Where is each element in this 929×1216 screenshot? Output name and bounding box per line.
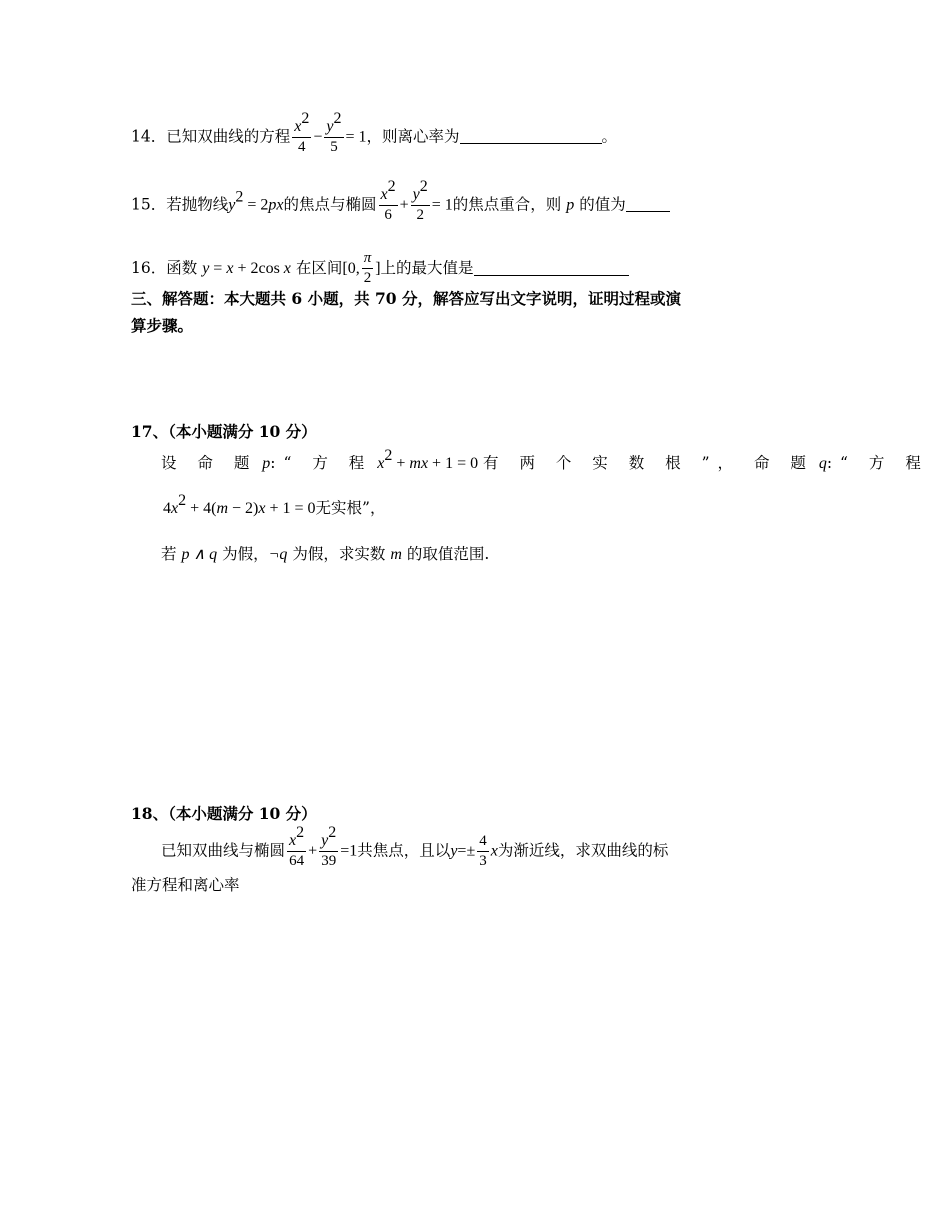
question-17-heading: 17、（本小题满分 10 分）	[131, 422, 317, 441]
question-16: 16．函数 y = x + 2cos x 在区间[0, $\frac{\pi}{2}$ ]上的最大值是	[131, 250, 629, 288]
question-17-line-1: 设 命 题 p:“ 方 程 $x^2$ + mx + 1 = 0 有 两 个 实 数 根 ”， 命 题 q:“ 方 程	[161, 447, 929, 472]
question-number: 14．	[131, 127, 167, 146]
question-18-line-2: 准方程和离心率	[131, 876, 240, 894]
fraction: $\frac{4}{3}$	[479, 832, 487, 869]
question-18-line-1: 已知双曲线与椭圆 $\frac{x^2}{64}$ + $\frac{y^2}{39}$ =1共焦点，且以y=± $\frac{4}{3}$ x为渐近线，求双曲线的标	[161, 824, 669, 870]
question-number: 15．	[131, 195, 167, 214]
fraction: $\frac{x^2}{4}$	[294, 110, 310, 156]
section-heading: 三、解答题：本大题共 6 小题，共 70 分，解答应写出文字说明，证明过程或演 算步骤。	[131, 289, 681, 336]
fraction: $\frac{y^2}{5}$	[326, 110, 342, 156]
question-14: 14．已知双曲线的方程 $\frac{x^2}{4}$ − $\frac{y^2}{5}$ = 1，则离心率为 。	[131, 110, 618, 156]
question-15: 15．若抛物线$y^2 = 2px$的焦点与椭圆 $\frac{x^2}{6}$ + $\frac{y^2}{2}$ = 1的焦点重合，则 p 的值为	[131, 186, 670, 225]
fraction: $\frac{x^2}{64}$	[289, 824, 305, 870]
question-number: 16．	[131, 258, 167, 277]
question-text: 已知双曲线的方程	[166, 127, 291, 146]
answer-blank[interactable]	[460, 142, 602, 144]
answer-blank[interactable]	[474, 274, 629, 276]
question-17-line-3: 若 p ∧ q 为假，¬q 为假，求实数 m 的取值范围.	[161, 545, 490, 563]
fraction: $\frac{y^2}{2}$	[412, 178, 428, 224]
answer-blank[interactable]	[626, 210, 670, 212]
fraction: $\frac{x^2}{6}$	[380, 178, 396, 224]
question-18-heading: 18、（本小题满分 10 分）	[131, 804, 317, 823]
fraction: $\frac{\pi}{2}$	[363, 250, 372, 287]
fraction: $\frac{y^2}{39}$	[321, 824, 337, 870]
question-17-line-2: $4x^2 + 4(m - 2)x + 1 = 0$无实根”，	[163, 492, 386, 517]
